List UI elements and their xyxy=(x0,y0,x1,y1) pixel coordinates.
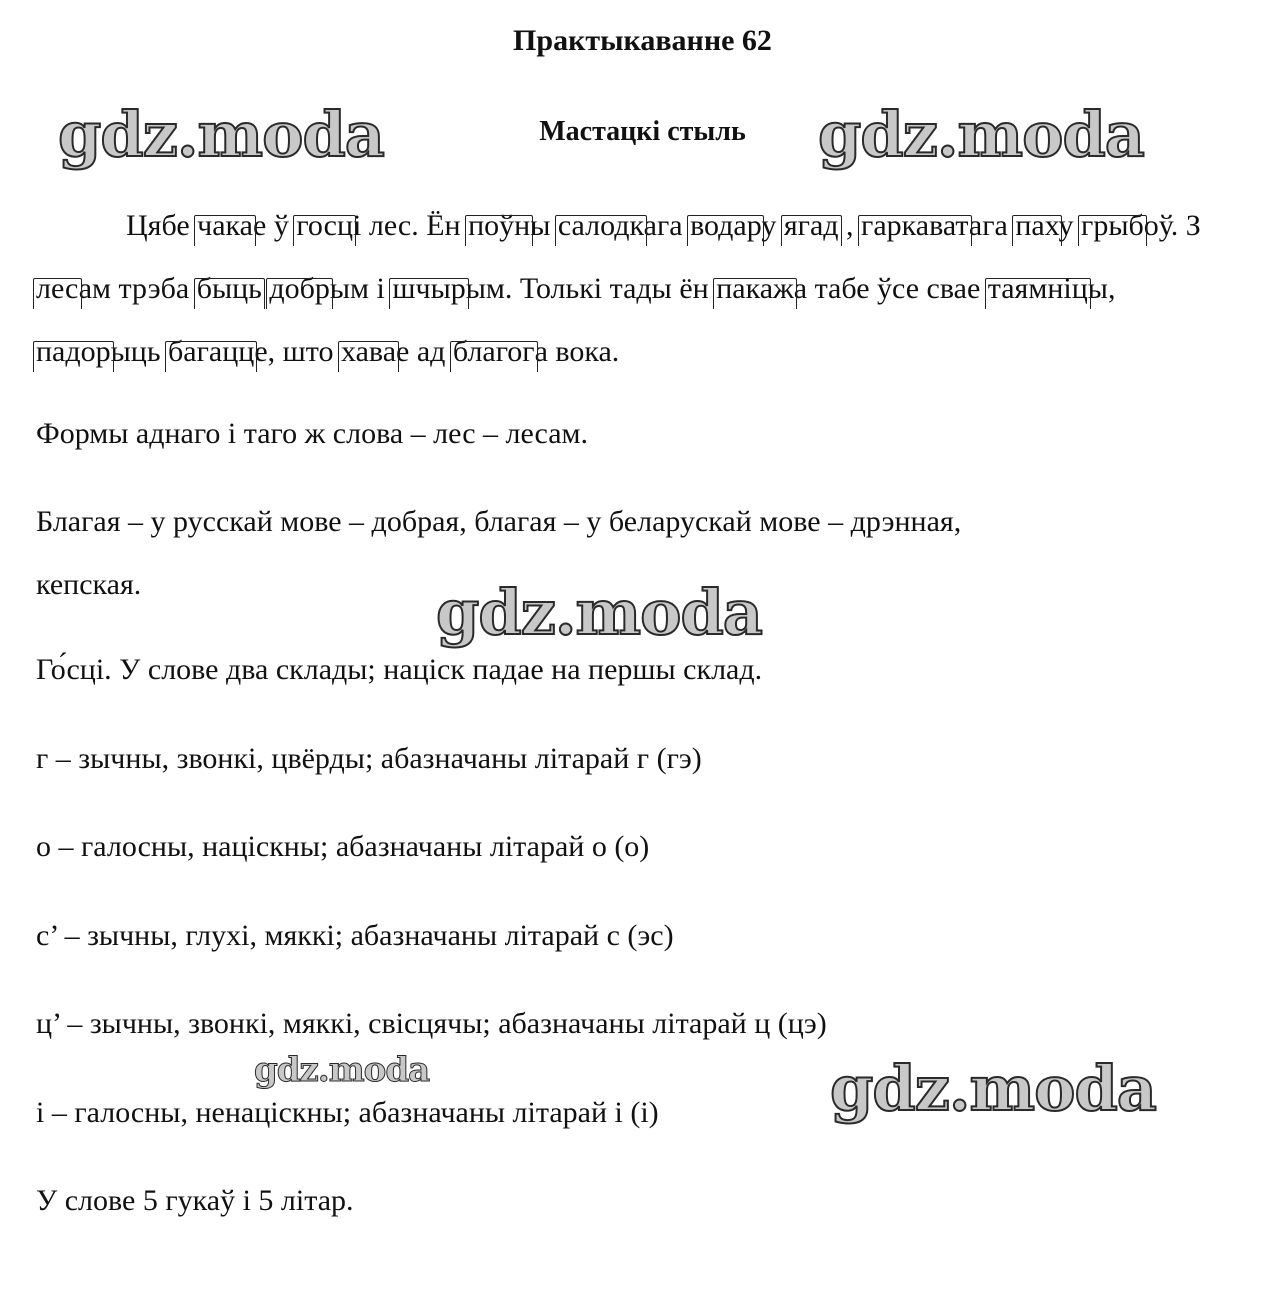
paragraph-text: і лес. Ён xyxy=(353,209,469,242)
paragraph-text: ам трэба xyxy=(78,272,197,305)
marked-morpheme: добр xyxy=(269,272,330,305)
paragraph-text: е ў xyxy=(253,209,297,242)
paragraph-text: ага xyxy=(968,209,1016,242)
marked-morpheme: салодк xyxy=(557,209,644,242)
marked-morpheme: госц xyxy=(296,209,354,242)
gosci-line: Го́сці. У слове два склады; націск падае на першы склад. xyxy=(36,653,763,686)
marked-morpheme: хава xyxy=(341,335,397,368)
blagaya-line-1: Благая – у русскай мове – добрая, благая – у беларускай мове – дрэнная, xyxy=(36,505,962,538)
marked-morpheme: багацц xyxy=(168,335,255,368)
sound-g-line: г – зычны, звонкі, цвёрды; абазначаны літарай г (гэ) xyxy=(36,742,702,775)
sound-c-line: ц’ – зычны, звонкі, мяккі, свісцячы; абазначаны літарай ц (цэ) xyxy=(36,1007,827,1040)
marked-morpheme: грыб xyxy=(1081,209,1144,242)
forms-line: Формы аднаго і таго ж слова – лес – лесам. xyxy=(36,417,589,450)
paragraph-text: ым і xyxy=(329,272,393,305)
summary-line: У слове 5 гукаў і 5 літар. xyxy=(36,1184,354,1217)
paragraph-text: ага xyxy=(643,209,691,242)
sound-i-line: і – галосны, ненаціскны; абазначаны літарай і (і) xyxy=(36,1096,659,1129)
marked-morpheme: чака xyxy=(197,209,253,242)
paragraph-text: ым. Толькі тады ён xyxy=(465,272,717,305)
watermark: gdz.moda xyxy=(436,576,762,649)
paragraph-text: а вока. xyxy=(534,335,620,368)
main-paragraph xyxy=(36,194,1216,383)
sound-s-line: с’ – зычны, глухі, мяккі; абазначаны літарай с (эс) xyxy=(36,919,674,952)
paragraph-text: у xyxy=(1058,209,1082,242)
marked-morpheme: быць xyxy=(196,272,262,305)
marked-morpheme: благог xyxy=(452,335,535,368)
marked-morpheme: ягад xyxy=(783,209,839,242)
marked-morpheme: водар xyxy=(690,209,762,242)
marked-morpheme: шчыр xyxy=(392,272,466,305)
blagaya-line-2: кепская. xyxy=(36,568,142,601)
page-title: Практыкаванне 62 xyxy=(513,24,772,57)
paragraph-text: у xyxy=(761,209,784,242)
paragraph-text: ы, xyxy=(1087,272,1116,305)
sound-o-line: о – галосны, націскны; абазначаны літарай о (о) xyxy=(36,830,650,863)
paragraph-text: а табе ўсе свае xyxy=(793,272,988,305)
paragraph-text: , xyxy=(838,209,862,242)
paragraph-text: е ад xyxy=(396,335,453,368)
paragraph-text: е, што xyxy=(254,335,341,368)
marked-morpheme: пах xyxy=(1015,209,1059,242)
marked-morpheme: падор xyxy=(36,335,111,368)
section-subtitle: Мастацкі стыль xyxy=(539,116,746,147)
paragraph-text: ыць xyxy=(110,335,169,368)
watermark: gdz.moda xyxy=(830,1052,1156,1125)
marked-morpheme: пакаж xyxy=(716,272,794,305)
paragraph-text: оў. З xyxy=(1143,209,1201,242)
watermark: gdz.moda xyxy=(818,98,1144,171)
paragraph-text: Цябе xyxy=(126,209,198,242)
marked-morpheme: таямніц xyxy=(987,272,1088,305)
marked-morpheme: гаркават xyxy=(861,209,969,242)
marked-morpheme: лес xyxy=(36,272,79,305)
marked-morpheme: поўн xyxy=(468,209,531,242)
watermark: gdz.moda xyxy=(254,1050,430,1090)
watermark: gdz.moda xyxy=(58,98,384,171)
paragraph-text: ы xyxy=(530,209,558,242)
